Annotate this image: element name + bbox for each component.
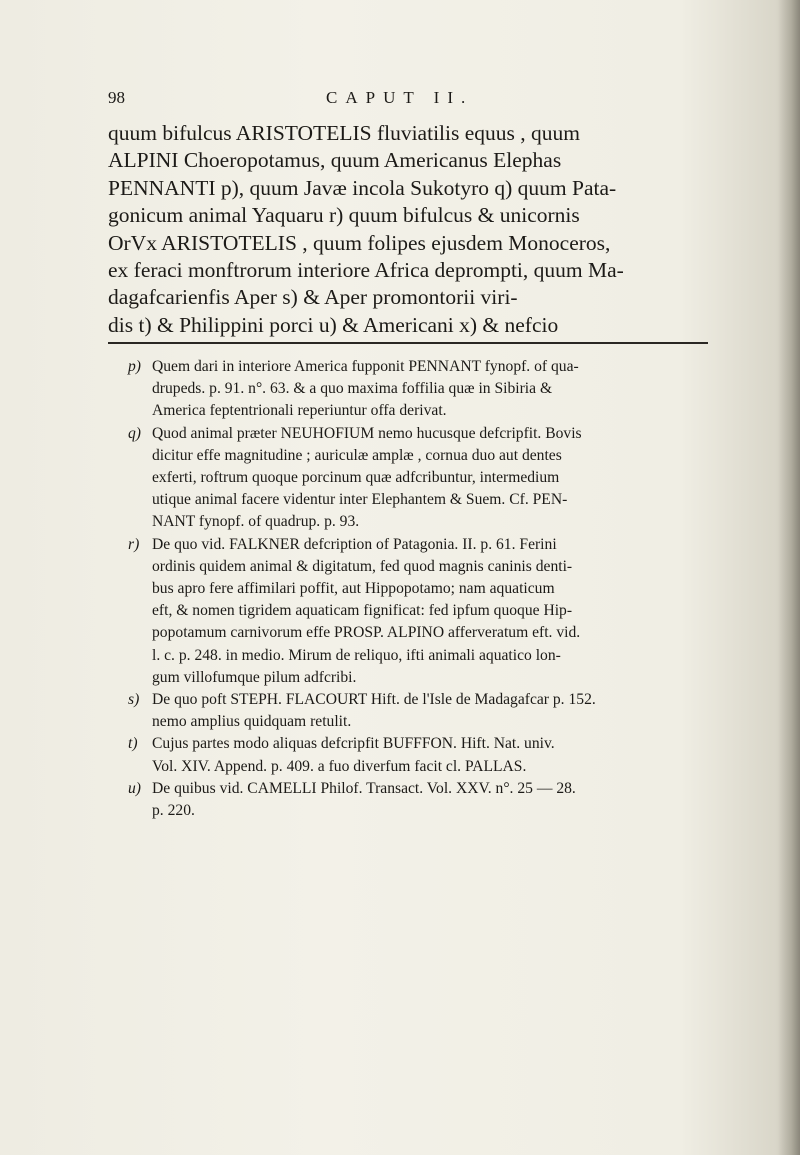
page-edge-shadow	[778, 0, 800, 1155]
footnote-mark: t)	[128, 735, 138, 753]
footnote-mark: q)	[128, 424, 141, 442]
footnote-q	[128, 423, 714, 534]
footnote-line: gum villofumque pilum adfcribi.	[152, 668, 357, 686]
footnote-p	[128, 356, 714, 423]
running-head: CAPUT II.	[326, 88, 474, 107]
main-line: dis t) & Philippini porci u) & Americani x) & nefcio	[108, 312, 559, 337]
page-number: 98	[108, 88, 125, 107]
footnote-line: Cujus partes modo aliquas defcripfit BUFFFON. Hift. Nat. univ.	[152, 735, 555, 753]
main-line: OrVx ARISTOTELIS , quum folipes ejusdem Monoceros,	[108, 230, 611, 255]
footnote-mark: p)	[128, 358, 141, 375]
footnote-line: ordinis quidem animal & digitatum, fed quod magnis caninis denti-	[152, 557, 573, 575]
main-line: ALPINI Choeropotamus, quum Americanus Elephas	[108, 148, 562, 173]
main-line: ex feraci monftrorum interiore Africa deprompti, quum Ma-	[108, 258, 624, 283]
footnote-line: NANT fynopf. of quadrup. p. 93.	[152, 513, 360, 531]
footnote-u	[128, 778, 714, 822]
main-line: dagafcarienfis Aper s) & Aper promontorii viri-	[108, 285, 518, 310]
footnote-line: dicitur effe magnitudine ; auriculæ amplæ , cornua duo aut dentes	[152, 446, 562, 464]
footnote-line: Vol. XIV. Append. p. 409. a fuo diverfum facit cl. PALLAS.	[152, 757, 527, 775]
footnote-mark: s)	[128, 691, 140, 709]
page-header	[108, 88, 708, 114]
footnote-line: bus apro fere affimilari poffit, aut Hippopotamo; nam aquaticum	[152, 580, 555, 598]
footnote-rule	[108, 342, 708, 344]
footnote-line: De quibus vid. CAMELLI Philof. Transact. Vol. XXV. n°. 25 — 28.	[152, 779, 576, 797]
footnote-line: utique animal facere videntur inter Elephantem & Suem. Cf. PEN-	[152, 491, 568, 509]
footnote-line: America feptentrionali reperiuntur offa derivat.	[152, 402, 447, 420]
main-line: gonicum animal Yaquaru r) quum bifulcus & unicornis	[108, 203, 580, 228]
footnote-line: l. c. p. 248. in medio. Mirum de reliquo, ifti animali aquatico lon-	[152, 646, 561, 664]
footnote-line: Quod animal præter NEUHOFIUM nemo hucusque defcripfit. Bovis	[152, 424, 582, 442]
footnote-mark: r)	[128, 535, 140, 553]
footnote-line: drupeds. p. 91. n°. 63. & a quo maxima foffilia quæ in Sibiria &	[152, 380, 553, 398]
footnote-line: De quo poft STEPH. FLACOURT Hift. de l'Isle de Madagafcar p. 152.	[152, 691, 596, 709]
footnote-line: exferti, roftrum quoque porcinum quæ adfcribuntur, intermedium	[152, 469, 560, 487]
main-text	[108, 120, 712, 339]
main-line: PENNANTI p), quum Javæ incola Sukotyro q) quum Pata-	[108, 175, 617, 200]
footnotes	[128, 356, 714, 822]
footnote-line: p. 220.	[152, 802, 195, 820]
main-line: quum bifulcus ARISTOTELIS fluviatilis equus , quum	[108, 121, 580, 145]
footnote-s	[128, 689, 714, 733]
footnote-line: Quem dari in interiore America fupponit PENNANT fynopf. of qua-	[152, 358, 579, 375]
footnote-mark: u)	[128, 779, 141, 797]
footnote-line: De quo vid. FALKNER defcription of Patagonia. II. p. 61. Ferini	[152, 535, 557, 553]
footnote-line: popotamum carnivorum effe PROSP. ALPINO afferveratum eft. vid.	[152, 624, 581, 642]
footnote-t	[128, 733, 714, 777]
footnote-line: eft, & nomen tigridem aquaticam fignificat: fed ipfum quoque Hip-	[152, 602, 573, 620]
footnote-r	[128, 534, 714, 689]
footnote-line: nemo amplius quidquam retulit.	[152, 713, 352, 731]
